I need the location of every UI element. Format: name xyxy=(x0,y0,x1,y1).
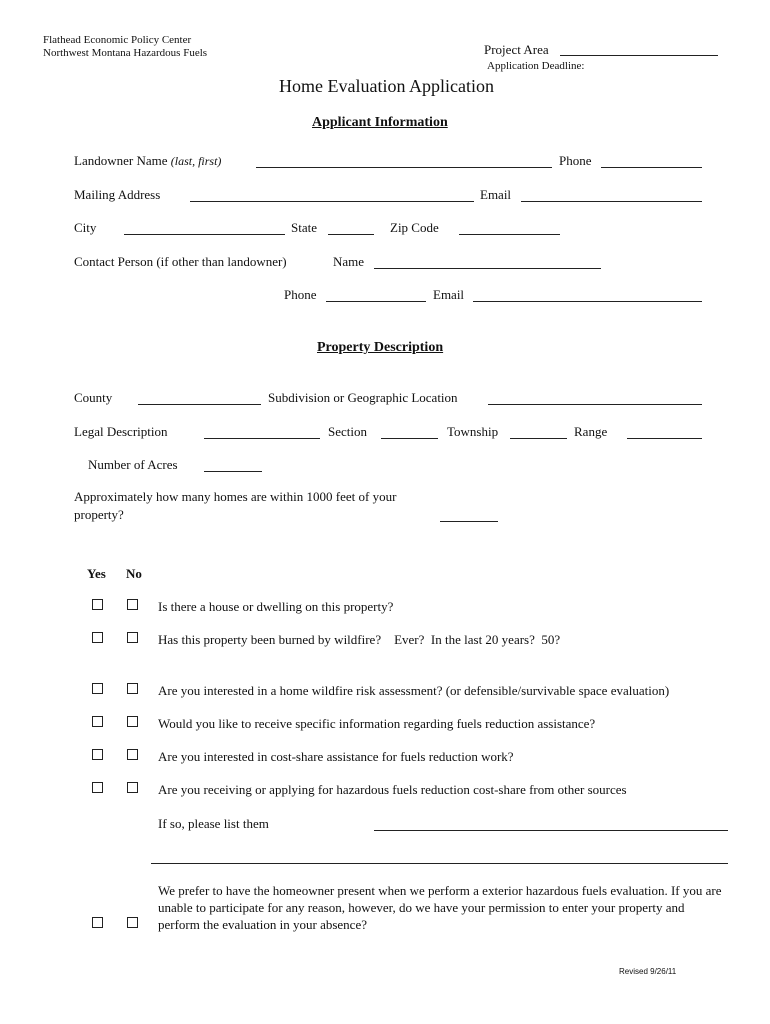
acres-label: Number of Acres xyxy=(88,457,178,472)
zip-field[interactable] xyxy=(459,234,560,235)
subdivision-field[interactable] xyxy=(488,404,702,405)
landowner-label-text: Landowner Name xyxy=(74,153,168,168)
homes-question-line2: property? xyxy=(74,507,124,522)
deadline-label: Application Deadline: xyxy=(487,60,585,72)
county-label: County xyxy=(74,390,113,405)
q2-no-checkbox[interactable] xyxy=(127,632,138,643)
project-area-field[interactable] xyxy=(560,55,718,56)
q3-yes-checkbox[interactable] xyxy=(92,683,103,694)
range-field[interactable] xyxy=(627,438,702,439)
acres-field[interactable] xyxy=(204,471,262,472)
org-name-line2: Northwest Montana Hazardous Fuels xyxy=(43,47,208,59)
q5-no-checkbox[interactable] xyxy=(127,749,138,760)
permission-text: We prefer to have the homeowner present when we perform a exterior hazardous fuels evaluation. If you are unable to participate for any reason, however, do we have your permission to enter your property and perform the evaluation in your absence? xyxy=(158,883,722,932)
q5-yes-checkbox[interactable] xyxy=(92,749,103,760)
q2-text: Has this property been burned by wildfire? Ever? In the last 20 years? 50? xyxy=(158,632,561,647)
mailing-address-field[interactable] xyxy=(190,201,474,202)
mailing-address-label: Mailing Address xyxy=(74,187,161,202)
email-label: Email xyxy=(480,187,512,202)
contact-person-label: Contact Person (if other than landowner) xyxy=(74,254,287,269)
list-sources-field-2[interactable] xyxy=(151,863,728,864)
q4-no-checkbox[interactable] xyxy=(127,716,138,727)
q3-text: Are you interested in a home wildfire risk assessment? (or defensible/survivable space evaluation) xyxy=(158,683,670,698)
section-field[interactable] xyxy=(381,438,438,439)
q2-yes-checkbox[interactable] xyxy=(92,632,103,643)
q4-yes-checkbox[interactable] xyxy=(92,716,103,727)
subdivision-label: Subdivision or Geographic Location xyxy=(268,390,458,405)
section-label: Section xyxy=(328,424,367,439)
q6-text: Are you receiving or applying for hazardous fuels reduction cost-share from other sources xyxy=(158,782,627,797)
state-field[interactable] xyxy=(328,234,374,235)
property-heading: Property Description xyxy=(317,340,444,355)
org-name-line1: Flathead Economic Policy Center xyxy=(43,34,192,46)
q1-yes-checkbox[interactable] xyxy=(92,599,103,610)
applicant-heading: Applicant Information xyxy=(312,115,448,130)
project-area-label: Project Area xyxy=(484,42,549,57)
contact-phone-label: Phone xyxy=(284,287,317,302)
contact-name-label: Name xyxy=(333,254,365,269)
q6-no-checkbox[interactable] xyxy=(127,782,138,793)
landowner-name-field[interactable] xyxy=(256,167,552,168)
page-title: Home Evaluation Application xyxy=(279,76,494,96)
legal-description-label: Legal Description xyxy=(74,424,168,439)
county-field[interactable] xyxy=(138,404,261,405)
revised-date: Revised 9/26/11 xyxy=(619,967,677,976)
permission-yes-checkbox[interactable] xyxy=(92,917,103,928)
city-label: City xyxy=(74,220,97,235)
township-field[interactable] xyxy=(510,438,567,439)
list-sources-field[interactable] xyxy=(374,830,728,831)
landowner-hint: (last, first) xyxy=(170,154,222,168)
email-field[interactable] xyxy=(521,201,702,202)
city-field[interactable] xyxy=(124,234,285,235)
q5-text: Are you interested in cost-share assistance for fuels reduction work? xyxy=(158,749,514,764)
yes-column-header: Yes xyxy=(87,566,106,581)
contact-email-label: Email xyxy=(433,287,465,302)
township-label: Township xyxy=(447,424,499,439)
phone-field[interactable] xyxy=(601,167,702,168)
q6-yes-checkbox[interactable] xyxy=(92,782,103,793)
q1-no-checkbox[interactable] xyxy=(127,599,138,610)
homes-count-field[interactable] xyxy=(440,521,498,522)
contact-phone-field[interactable] xyxy=(326,301,426,302)
contact-name-field[interactable] xyxy=(374,268,601,269)
q1-text: Is there a house or dwelling on this property? xyxy=(158,599,394,614)
q3-no-checkbox[interactable] xyxy=(127,683,138,694)
q4-text: Would you like to receive specific information regarding fuels reduction assistance? xyxy=(158,716,596,731)
no-column-header: No xyxy=(126,566,142,581)
list-sources-label: If so, please list them xyxy=(158,816,269,831)
homes-question-line1: Approximately how many homes are within 1000 feet of your xyxy=(74,489,397,504)
zip-label: Zip Code xyxy=(390,220,439,235)
contact-email-field[interactable] xyxy=(473,301,702,302)
permission-no-checkbox[interactable] xyxy=(127,917,138,928)
state-label: State xyxy=(291,220,317,235)
landowner-label xyxy=(74,153,221,169)
legal-description-field[interactable] xyxy=(204,438,320,439)
phone-label: Phone xyxy=(559,153,592,168)
range-label: Range xyxy=(574,424,608,439)
